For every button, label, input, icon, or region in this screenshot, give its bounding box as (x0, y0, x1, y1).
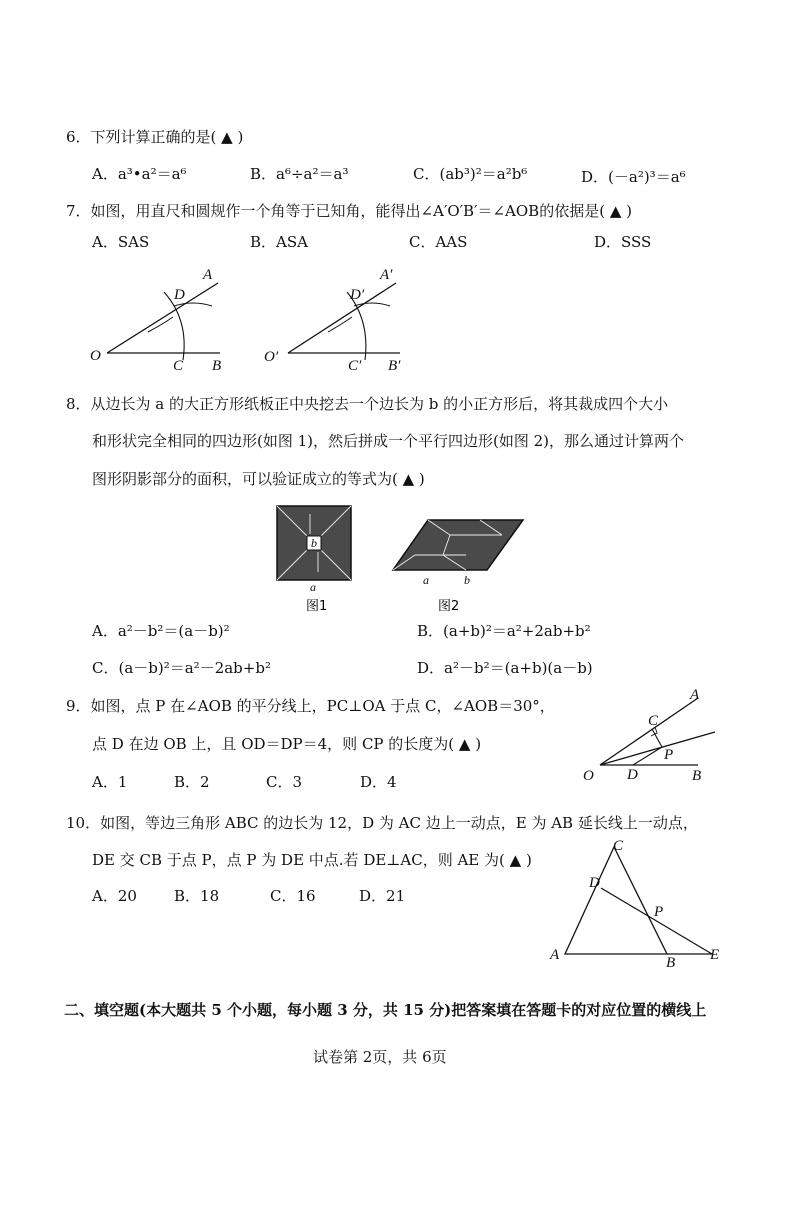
q6-option-d[interactable]: D．(－a²)³＝a⁶ (581, 168, 686, 186)
q7-option-d[interactable]: D．SSS (594, 233, 652, 251)
q7-option-b[interactable]: B．ASA (250, 233, 308, 251)
q7-figure-2 (262, 262, 422, 377)
q10-option-b[interactable]: B．18 (174, 887, 220, 905)
label-d: D (627, 767, 638, 783)
label-c: C (648, 713, 659, 729)
q10-figure (545, 835, 735, 970)
segment-dp (633, 747, 662, 765)
label-c-prime: C′ (348, 358, 362, 374)
label-a: a (310, 580, 316, 594)
q9-line-1: 9．如图，点 P 在∠AOB 的平分线上，PC⊥OA 于点 C，∠AOB＝30°， (66, 697, 555, 715)
q8-option-d[interactable]: D．a²－b²＝(a+b)(a－b) (417, 659, 593, 677)
q6-option-c[interactable]: C．(ab³)²＝a²b⁶ (413, 165, 528, 183)
label-a: a (423, 573, 429, 587)
label-o: O (583, 768, 594, 784)
q7-option-a[interactable]: A．SAS (92, 233, 150, 251)
bisector (600, 732, 715, 765)
label-p: P (664, 747, 674, 763)
label-c: C (613, 838, 624, 854)
label-b: B (666, 955, 676, 971)
q10-option-a[interactable]: A．20 (92, 887, 137, 905)
triangle-abc (565, 847, 667, 954)
ray-o-a-prime (288, 283, 396, 353)
label-a: A (550, 947, 560, 963)
q6-option-b[interactable]: B．a⁶÷a²＝a³ (250, 165, 349, 183)
q10-line-2: DE 交 CB 于点 P，点 P 为 DE 中点.若 DE⊥AC，则 AE 为( ▲ ) (92, 851, 532, 869)
label-b: B (212, 358, 222, 374)
ray-oa (107, 283, 218, 353)
label-d-prime: D′ (350, 287, 365, 303)
q8-option-c[interactable]: C．(a－b)²＝a²－2ab+b² (92, 659, 271, 677)
label-d: D (589, 875, 600, 891)
label-b: B (692, 768, 702, 784)
q9-option-a[interactable]: A．1 (92, 773, 128, 791)
q6-stem: 6．下列计算正确的是( ▲ ) (66, 128, 244, 146)
label-o-prime: O′ (264, 349, 279, 365)
q8-option-b[interactable]: B．(a+b)²＝a²+2ab+b² (417, 622, 591, 640)
q7-stem: 7．如图，用直尺和圆规作一个角等于已知角，能得出∠A′O′B′＝∠AOB的依据是( ▲ ) (66, 202, 632, 220)
q6-option-a[interactable]: A．a³•a²＝a⁶ (92, 165, 187, 183)
label-a-prime: A′ (380, 267, 393, 283)
page-footer: 试卷第 2页，共 6页 (313, 1048, 447, 1066)
label-o: O (90, 348, 101, 364)
q8-figure-1 (270, 500, 370, 615)
label-a: A (203, 267, 213, 283)
label-b-prime: B′ (388, 358, 401, 374)
q8-line-1: 8．从边长为 a 的大正方形纸板正中央挖去一个边长为 b 的小正方形后，将其裁成四个大小 (66, 395, 669, 413)
q9-option-c[interactable]: C．3 (266, 773, 303, 791)
section-2-heading: 二、填空题(本大题共 5 个小题，每小题 3 分，共 15 分)把答案填在答题卡的对应位置的横线上 (64, 1001, 707, 1019)
arc-small (174, 303, 212, 306)
q8-figure-2 (390, 515, 530, 615)
q10-option-d[interactable]: D．21 (359, 887, 406, 905)
q10-option-c[interactable]: C．16 (270, 887, 316, 905)
figure-1-caption: 图1 (306, 599, 328, 614)
arc-small-prime (354, 303, 390, 306)
label-c: C (173, 358, 184, 374)
label-a: A (690, 687, 700, 703)
label-p: P (654, 904, 664, 920)
label-e: E (710, 947, 720, 963)
q7-option-c[interactable]: C．AAS (409, 233, 468, 251)
label-d: D (174, 287, 185, 303)
q8-line-2: 和形状完全相同的四边形(如图 1)，然后拼成一个平行四边形(如图 2)，那么通过计算两个 (92, 432, 685, 450)
q7-figure-1 (85, 262, 245, 377)
label-b: b (311, 536, 317, 550)
label-b: b (464, 573, 470, 587)
figure-2-caption: 图2 (438, 599, 460, 614)
q10-line-1: 10．如图，等边三角形 ABC 的边长为 12，D 为 AC 边上一动点，E 为 AB 延长线上一动点， (66, 814, 698, 832)
q9-option-b[interactable]: B．2 (174, 773, 210, 791)
q9-line-2: 点 D 在边 OB 上，且 OD＝DP＝4，则 CP 的长度为( ▲ ) (92, 735, 482, 753)
segment-de (601, 888, 712, 954)
q8-option-a[interactable]: A．a²－b²＝(a－b)² (92, 622, 230, 640)
q9-figure (580, 685, 720, 785)
q9-option-d[interactable]: D．4 (360, 773, 397, 791)
parallelogram (393, 520, 523, 570)
q8-line-3: 图形阴影部分的面积，可以验证成立的等式为( ▲ ) (92, 470, 425, 488)
